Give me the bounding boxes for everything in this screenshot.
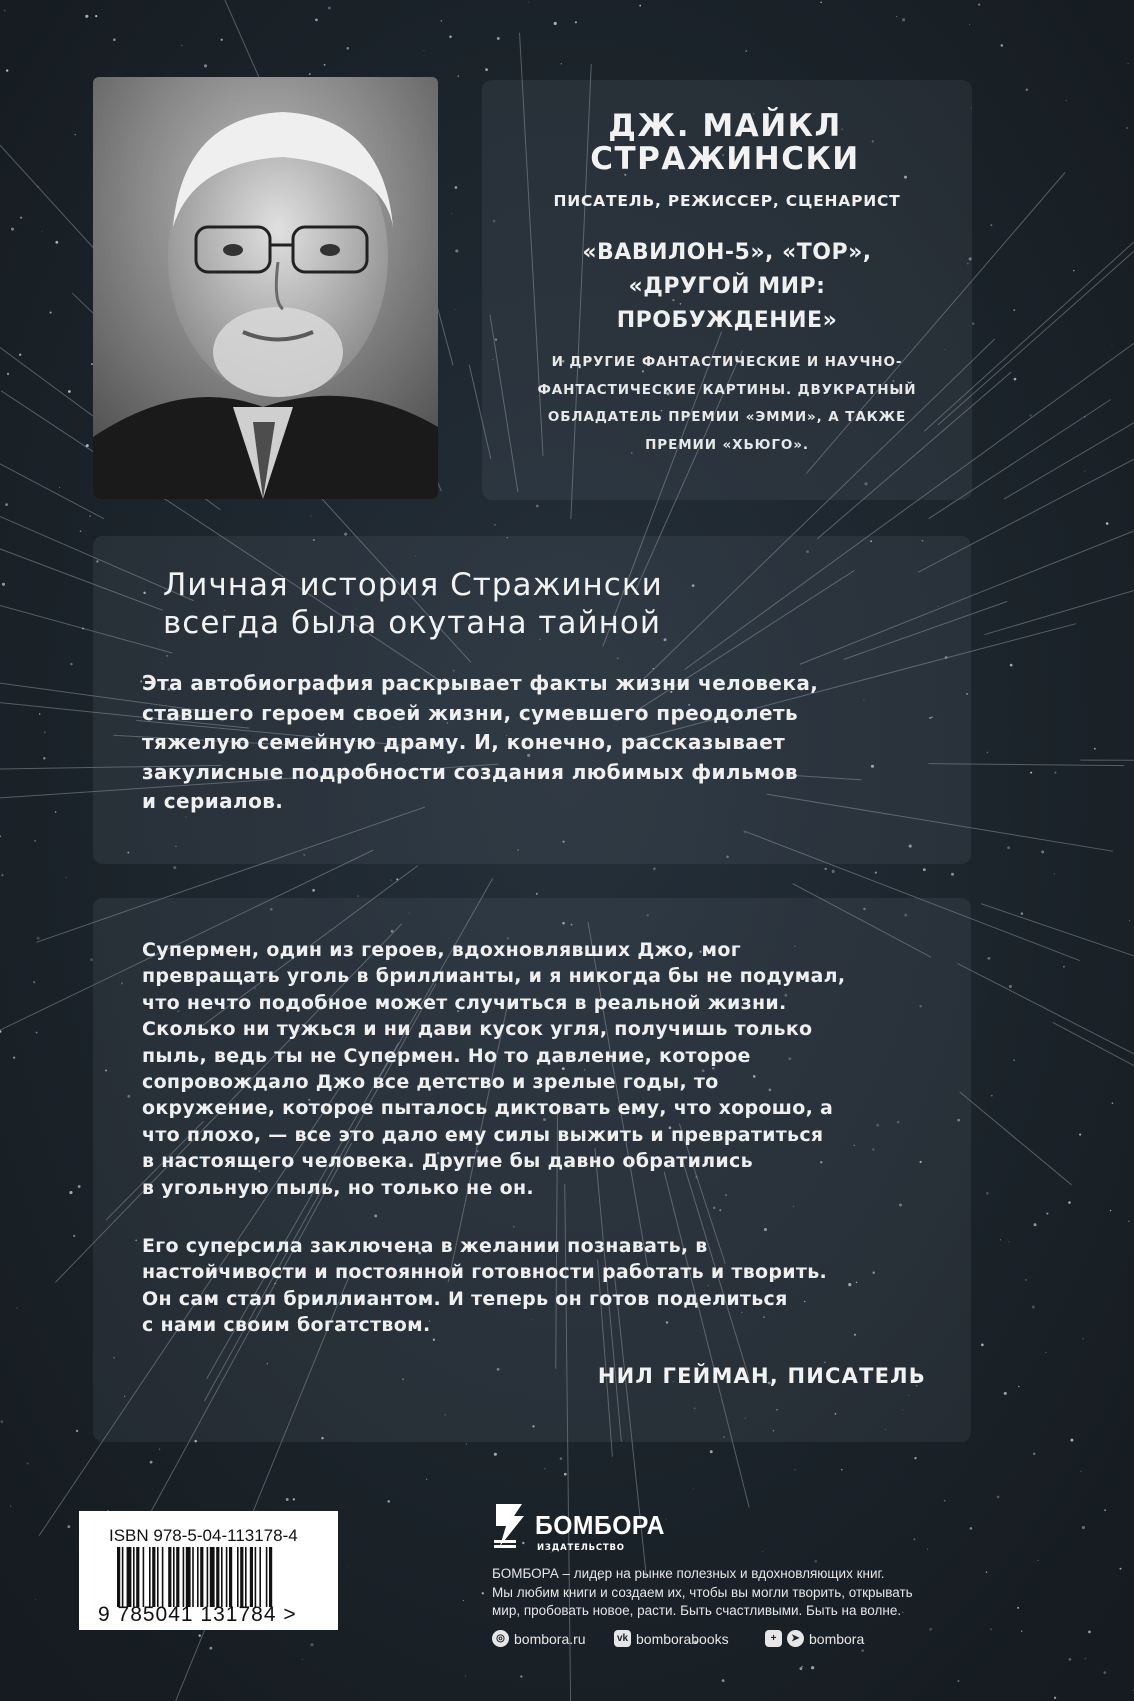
star-dot [1129,920,1130,921]
star-dot [59,487,60,488]
star-dot [39,713,40,714]
star-dot [987,752,989,754]
star-dot [82,628,84,630]
star-dot [357,895,359,897]
star-dot [328,7,331,10]
isbn-label: ISBN 978-5-04-113178-4 [109,1526,298,1545]
star-dot [204,64,207,67]
star-dot [209,1647,212,1650]
barcode-bar [143,1547,145,1607]
star-dot [1083,1338,1084,1339]
star-dot [74,134,76,136]
star-dot [1038,1560,1039,1561]
barcode-bar [162,1547,164,1607]
star-dot [44,731,46,733]
star-dot [310,516,311,517]
barcode-bar [183,1547,185,1607]
star-dot [396,878,398,880]
star-dot [986,1192,989,1195]
star-dot [37,186,38,187]
star-dot [159,1449,160,1450]
quote-line: окружение, которое пыталось диктовать ему, что хорошо, а [142,1097,834,1120]
star-dot [564,1473,567,1476]
star-dot [1063,966,1065,968]
vk-icon: vk [614,1630,631,1647]
star-dot [1084,471,1085,472]
star-dot [972,322,975,325]
star-dot [1082,1526,1085,1529]
star-dot [1106,522,1109,525]
star-dot [494,1453,497,1456]
star-dot [1009,985,1012,988]
star-dot [1030,414,1032,416]
star-dot [19,354,21,356]
star-dot [1025,1279,1026,1280]
star-dot [794,1469,795,1470]
star-dot [762,1551,763,1552]
star-dot [991,1095,993,1097]
star-dot [451,213,452,214]
star-dot [969,24,970,25]
star-dot [2,583,5,586]
star-dot [0,1420,3,1423]
star-dot [875,871,877,873]
social-web-link[interactable] [492,1630,586,1647]
quote-paragraph-2 [142,1233,962,1339]
star-dot [1041,851,1044,854]
barcode-bar [117,1547,120,1607]
heading-line: всегда была окутана тайной [163,605,662,641]
star-dot [70,663,72,665]
barcode-bar [176,1547,179,1607]
star-dot [1103,1671,1106,1674]
star-dot [387,1500,390,1503]
star-dot [10,1506,11,1507]
star-dot [536,893,538,895]
star-dot [66,877,67,878]
social-vk-link[interactable] [614,1630,729,1647]
star-dot [1,874,3,876]
star-dot [293,1498,295,1500]
barcode-bar [149,1547,151,1607]
star-dot [55,241,58,244]
star-dot [914,1457,916,1459]
star-dot [465,1675,466,1676]
quote-line: превращать уголь в бриллианты, и я никогда бы не подумал, [142,965,846,988]
barcode-bar [237,1547,239,1607]
star-dot [1110,1210,1111,1211]
star-dot [1066,100,1067,101]
star-dot [799,1667,802,1670]
star-dot [1007,846,1010,849]
quote-line: в угольную пыль, но только не он. [142,1176,534,1199]
star-dot [722,1679,725,1682]
star-dot [1034,1223,1037,1226]
text-line: закулисные подробности создания любимых фильмов [142,759,798,784]
text-line: ставшего героем своей жизни, сумевшего преодолеть [142,700,799,725]
plus-icon: + [765,1630,782,1647]
author-name-line1: ДЖ. МАЙКЛ [608,108,842,144]
star-dot [7,373,9,375]
star-dot [653,867,656,870]
star-dot [528,1,529,2]
text-line: и сериалов. [142,789,284,813]
star-dot [1032,1305,1035,1308]
star-dot [1033,1452,1036,1455]
star-dot [1021,912,1023,914]
star-dot [1128,1221,1129,1222]
barcode-bar [250,1547,253,1607]
star-dot [17,1308,18,1309]
barcode-icon [117,1547,322,1607]
barcode-bar [200,1547,203,1607]
star-dot [390,879,391,880]
social-telegram-label: bombora [809,1630,865,1647]
barcode-bar [192,1547,194,1607]
text-line: тяжелую семейную драму. И, конечно, рассказывает [142,730,786,754]
star-dot [801,1666,803,1668]
star-dot [221,39,223,41]
star-dot [666,1519,667,1520]
star-dot [441,20,443,22]
barcode-bar [255,1547,257,1607]
barcode-digits: 9 785041 131784 > [98,1603,297,1626]
star-dot [902,18,905,21]
star-dot [1085,1658,1087,1660]
star-dot [841,1469,843,1471]
star-dot [55,811,57,813]
star-dot [36,1032,38,1034]
star-dot [978,4,980,6]
star-dot [423,50,424,51]
star-dot [1054,1697,1056,1699]
star-dot [1013,309,1015,311]
star-dot [150,1461,153,1464]
barcode-bar [186,1547,191,1607]
star-dot [324,64,326,66]
publisher-subtitle: ИЗДАТЕЛЬСТВО [537,1543,625,1553]
barcode-bar [173,1547,175,1607]
star-dot [309,73,311,75]
barcode-bar [207,1547,209,1607]
star-dot [173,866,176,869]
star-dot [95,15,97,17]
star-dot [20,217,22,219]
quote-line: Супермен, один из героев, вдохновлявших Джо, мог [142,939,741,961]
star-dot [997,1496,1000,1499]
works-line: «ДРУГОЙ МИР: [628,274,826,299]
publisher-description [492,1565,972,1621]
star-dot [69,1191,72,1194]
star-dot [286,1498,289,1501]
star-dot [1008,1241,1009,1242]
star-dot [815,1560,818,1563]
star-dot [990,224,992,226]
star-dot [1004,1392,1007,1395]
star-dot [1084,416,1086,418]
star-dot [37,937,40,940]
star-dot [914,1538,916,1540]
star-dot [312,889,315,892]
star-dot [1054,873,1055,874]
star-dot [494,524,496,526]
quote-line: Его суперсила заключена в желании познавать, в [142,1235,708,1257]
social-web-label: bombora.ru [514,1630,586,1647]
star-dot [449,35,451,37]
quote-line: настойчивости и постоянной готовности работать и творить. [142,1261,828,1284]
publisher-description-line: БОМБОРА – лидер на рынке полезных и вдохновляющих книг. [492,1566,885,1581]
star-dot [41,231,42,232]
star-dot [520,1675,522,1677]
barcode-bar [157,1547,159,1607]
star-dot [346,47,349,50]
star-dot [485,68,488,71]
barcode-bar [197,1547,199,1607]
star-dot [1128,63,1129,64]
star-dot [981,1344,984,1347]
star-dot [1030,772,1032,774]
star-dot [561,63,562,64]
star-dot [544,1468,545,1469]
star-dot [1068,1201,1071,1204]
barcode-bar [210,1547,215,1607]
star-dot [1094,748,1096,750]
star-dot [181,45,182,46]
star-dot [76,1430,78,1432]
star-dot [73,1235,75,1237]
barcode-bar [216,1547,219,1607]
star-dot [426,1479,427,1480]
star-dot [78,1185,81,1188]
quote-line: в настоящего человека. Другие бы давно обратились [142,1150,753,1173]
star-dot [832,870,835,873]
star-dot [455,309,456,310]
star-dot [1068,1658,1071,1661]
star-dot [113,38,116,41]
star-dot [1046,1212,1048,1214]
star-dot [35,1599,36,1600]
star-dot [927,1549,928,1550]
star-dot [693,1488,694,1489]
globe-icon: ◎ [492,1630,509,1647]
star-dot [315,18,318,21]
star-dot [310,1643,313,1646]
star-dot [466,1444,467,1445]
star-dot [455,249,458,252]
star-dot [33,981,35,983]
star-dot [923,868,926,871]
works-line: ПРОБУЖДЕНИЕ» [616,308,838,333]
star-dot [944,1500,946,1502]
barcode-bar [229,1547,232,1607]
star-dot [1021,1631,1022,1632]
star-dot [80,530,82,532]
star-dot [986,1571,988,1573]
star-dot [302,1659,303,1660]
star-dot [958,1680,960,1682]
star-dot [951,873,954,876]
star-dot [1104,1509,1106,1511]
author-works [482,236,972,338]
star-dot [50,312,52,314]
barcode-bar [240,1547,243,1607]
quote-line: что нечто подобное может случиться в реальной жизни. [142,991,787,1014]
quote-line: Он сам стал бриллиантом. И теперь он готов поделиться [142,1287,788,1310]
star-dot [560,1457,563,1460]
barcode-bar [221,1547,223,1607]
quote-line: пыль, ведь ты не Супермен. Но то давление, которое [142,1044,751,1067]
star-dot [554,22,557,25]
description-line: ФАНТАСТИЧЕСКИЕ КАРТИНЫ. ДВУКРАТНЫЙ [537,381,917,398]
description-line: ОБЛАДАТЕЛЬ ПРЕМИИ «ЭММИ», А ТАКЖЕ [547,409,907,425]
author-role: ПИСАТЕЛЬ, РЕЖИССЕР, СЦЕНАРИСТ [553,192,901,210]
barcode-bar [259,1547,261,1607]
publisher-description-line: Мы любим книги и создаем их, чтобы вы могли творить, открывать [492,1584,913,1600]
star-dot [5,503,8,506]
star-dot [1000,1239,1001,1240]
star-dot [86,444,89,447]
quote-line: сопровождало Джо все детство и зрелые годы, то [142,1071,719,1094]
star-dot [1001,44,1004,47]
star-dot [536,505,539,508]
social-telegram-link[interactable] [765,1630,864,1647]
star-dot [1026,89,1028,91]
author-name [480,110,970,176]
barcode-bar [122,1547,124,1607]
star-dot [639,5,641,7]
star-dot [13,1056,15,1058]
telegram-icon: ➤ [787,1630,804,1647]
star-dot [987,957,990,960]
barcode-bar [136,1547,139,1607]
star-dot [990,1628,992,1630]
star-dot [970,1527,973,1530]
barcode-bar [133,1547,135,1607]
star-dot [497,37,500,40]
bombora-logo-icon [492,1500,528,1550]
star-dot [820,2,822,4]
star-dot [1013,1059,1014,1060]
star-dot [575,21,577,23]
quote-paragraph-1 [142,937,962,1201]
star-dot [1045,1352,1046,1353]
star-dot [745,50,747,52]
star-dot [1079,1134,1081,1136]
quote-line: с нами своим богатством. [142,1314,431,1337]
star-dot [1018,1386,1020,1388]
author-description [482,349,972,459]
star-dot [710,1450,713,1453]
barcode-bar [127,1547,132,1607]
star-dot [1088,1630,1091,1633]
about-heading [163,566,963,642]
star-dot [455,186,458,189]
star-dot [6,69,8,71]
star-dot [89,515,91,517]
star-dot [198,1634,200,1636]
social-vk-label: bomborabooks [636,1630,729,1647]
quote-attribution: НИЛ ГЕЙМАН, ПИСАТЕЛЬ [597,1364,926,1388]
star-dot [1014,378,1017,381]
author-photo [93,77,438,499]
quote-line: что плохо, — все это дало ему силы выжить и превратиться [142,1123,824,1146]
star-dot [861,1649,863,1651]
barcode-bar [168,1547,171,1607]
star-dot [1126,127,1128,129]
author-name-line2: СТРАЖИНСКИ [590,141,860,177]
star-dot [1070,1439,1073,1442]
quote-line: Сколько ни тужься и ни дави кусок угля, получишь только [142,1018,813,1041]
star-dot [1010,664,1013,667]
star-dot [824,868,826,870]
publisher-description-line: мир, пробовать новое, расти. Быть счастливыми. Быть на волне. [492,1603,902,1618]
barcode-bar [226,1547,228,1607]
star-dot [4,10,6,12]
barcode-bar [245,1547,247,1607]
star-dot [68,390,71,393]
star-dot [457,75,458,76]
about-text [142,669,962,817]
barcode-bar [266,1547,268,1607]
barcode-block [79,1511,338,1630]
barcode-bar [269,1547,272,1607]
star-dot [1112,345,1113,346]
description-line: ПРЕМИИ «ХЬЮГО». [645,436,809,453]
star-dot [1017,1607,1019,1609]
star-dot [1120,1568,1122,1570]
star-dot [27,1463,29,1465]
star-dot [34,840,36,842]
star-dot [43,757,45,759]
star-dot [1073,270,1074,271]
star-dot [482,1592,484,1594]
star-dot [348,1566,349,1567]
heading-line: Личная история Стражински [163,567,663,603]
works-line: «ВАВИЛОН-5», «ТОР», [582,240,872,265]
star-dot [896,16,897,17]
star-dot [929,1628,932,1631]
publisher-name: БОМБОРА [535,1510,665,1540]
star-dot [811,1666,814,1669]
text-line: Эта автобиография раскрывает факты жизни человека, [142,671,819,695]
description-line: И ДРУГИЕ ФАНТАСТИЧЕСКИЕ И НАУЧНО- [551,354,903,370]
star-dot [1112,1102,1114,1104]
star-dot [11,228,14,231]
star-dot [463,1600,464,1601]
star-dot [85,15,88,18]
star-dot [1080,1471,1081,1472]
star-dot [1054,772,1056,774]
barcode-bar [152,1547,155,1607]
star-dot [67,1525,70,1528]
